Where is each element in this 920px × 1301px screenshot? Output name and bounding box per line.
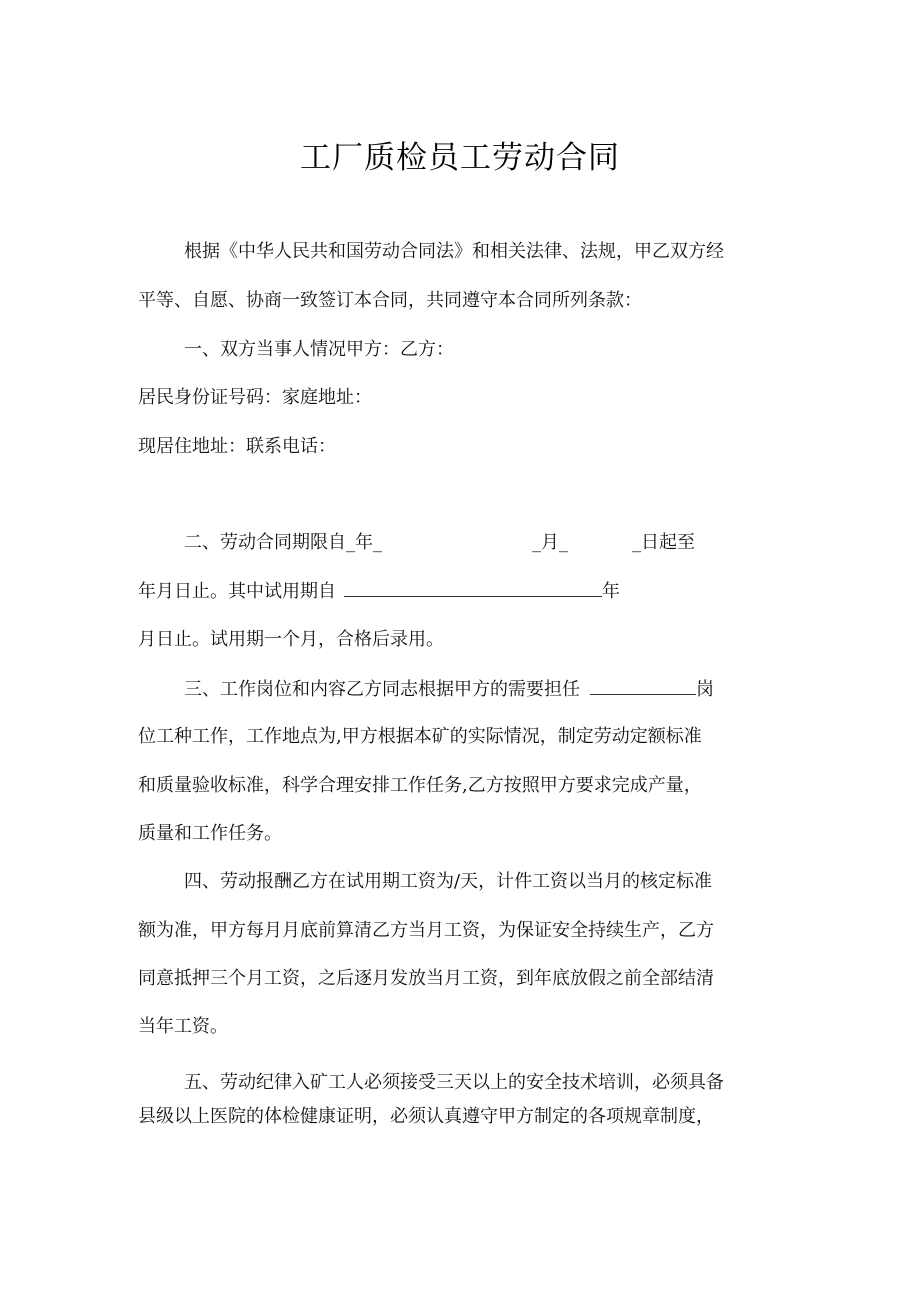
section5-line-2: 县级以上医院的体检健康证明，必须认真遵守甲方制定的各项规章制度， — [138, 1106, 714, 1127]
section5-line-1: 五、劳动纪律入矿工人必须接受三天以上的安全技术培训，必须具备 — [184, 1072, 724, 1093]
section1-id-address: 居民身份证号码：家庭地址： — [138, 387, 372, 408]
intro-line-2: 平等、自愿、协商一致签订本合同，共同遵守本合同所列条款： — [138, 290, 642, 311]
section4-line-1: 四、劳动报酬乙方在试用期工资为/天，计件工资以当月的核定标准 — [184, 871, 713, 892]
section1-parties: 一、双方当事人情况甲方：乙方： — [184, 339, 454, 360]
section1-residence-phone: 现居住地址：联系电话： — [138, 436, 336, 457]
section3-position-end: 岗 — [696, 679, 714, 700]
section2-term-month: _月_ — [532, 532, 568, 553]
section2-end-probation: 年月日止。其中试用期自 — [138, 581, 336, 602]
probation-start-blank — [344, 578, 602, 597]
section2-term-start: 二、劳动合同期限自_年_ — [184, 532, 382, 553]
section4-line-3: 同意抵押三个月工资，之后逐月发放当月工资，到年底放假之前全部结清 — [138, 968, 714, 989]
intro-line-1: 根据《中华人民共和国劳动合同法》和相关法律、法规，甲乙双方经 — [184, 241, 724, 262]
section4-line-2: 额为准，甲方每月月底前算清乙方当月工资，为保证安全持续生产，乙方 — [138, 920, 714, 941]
section3-position-start: 三、工作岗位和内容乙方同志根据甲方的需要担任 — [184, 679, 580, 700]
section2-year: 年 — [602, 581, 620, 602]
section2-term-line — [184, 530, 695, 556]
section4-line-4: 当年工资。 — [138, 1016, 228, 1037]
position-blank — [590, 676, 696, 695]
section3-line-4: 质量和工作任务。 — [138, 823, 282, 844]
document-title: 工厂质检员工劳动合同 — [300, 140, 620, 176]
section3-position-line — [184, 676, 714, 703]
section2-term-day: _日起至 — [632, 532, 695, 553]
section2-probation-line — [138, 578, 620, 605]
section3-line-2: 位工种工作，工作地点为,甲方根据本矿的实际情况，制定劳动定额标准 — [138, 726, 702, 747]
section2-probation-period: 月日止。试用期一个月，合格后录用。 — [138, 629, 444, 650]
section3-line-3: 和质量验收标准，科学合理安排工作任务,乙方按照甲方要求完成产量， — [138, 775, 702, 796]
